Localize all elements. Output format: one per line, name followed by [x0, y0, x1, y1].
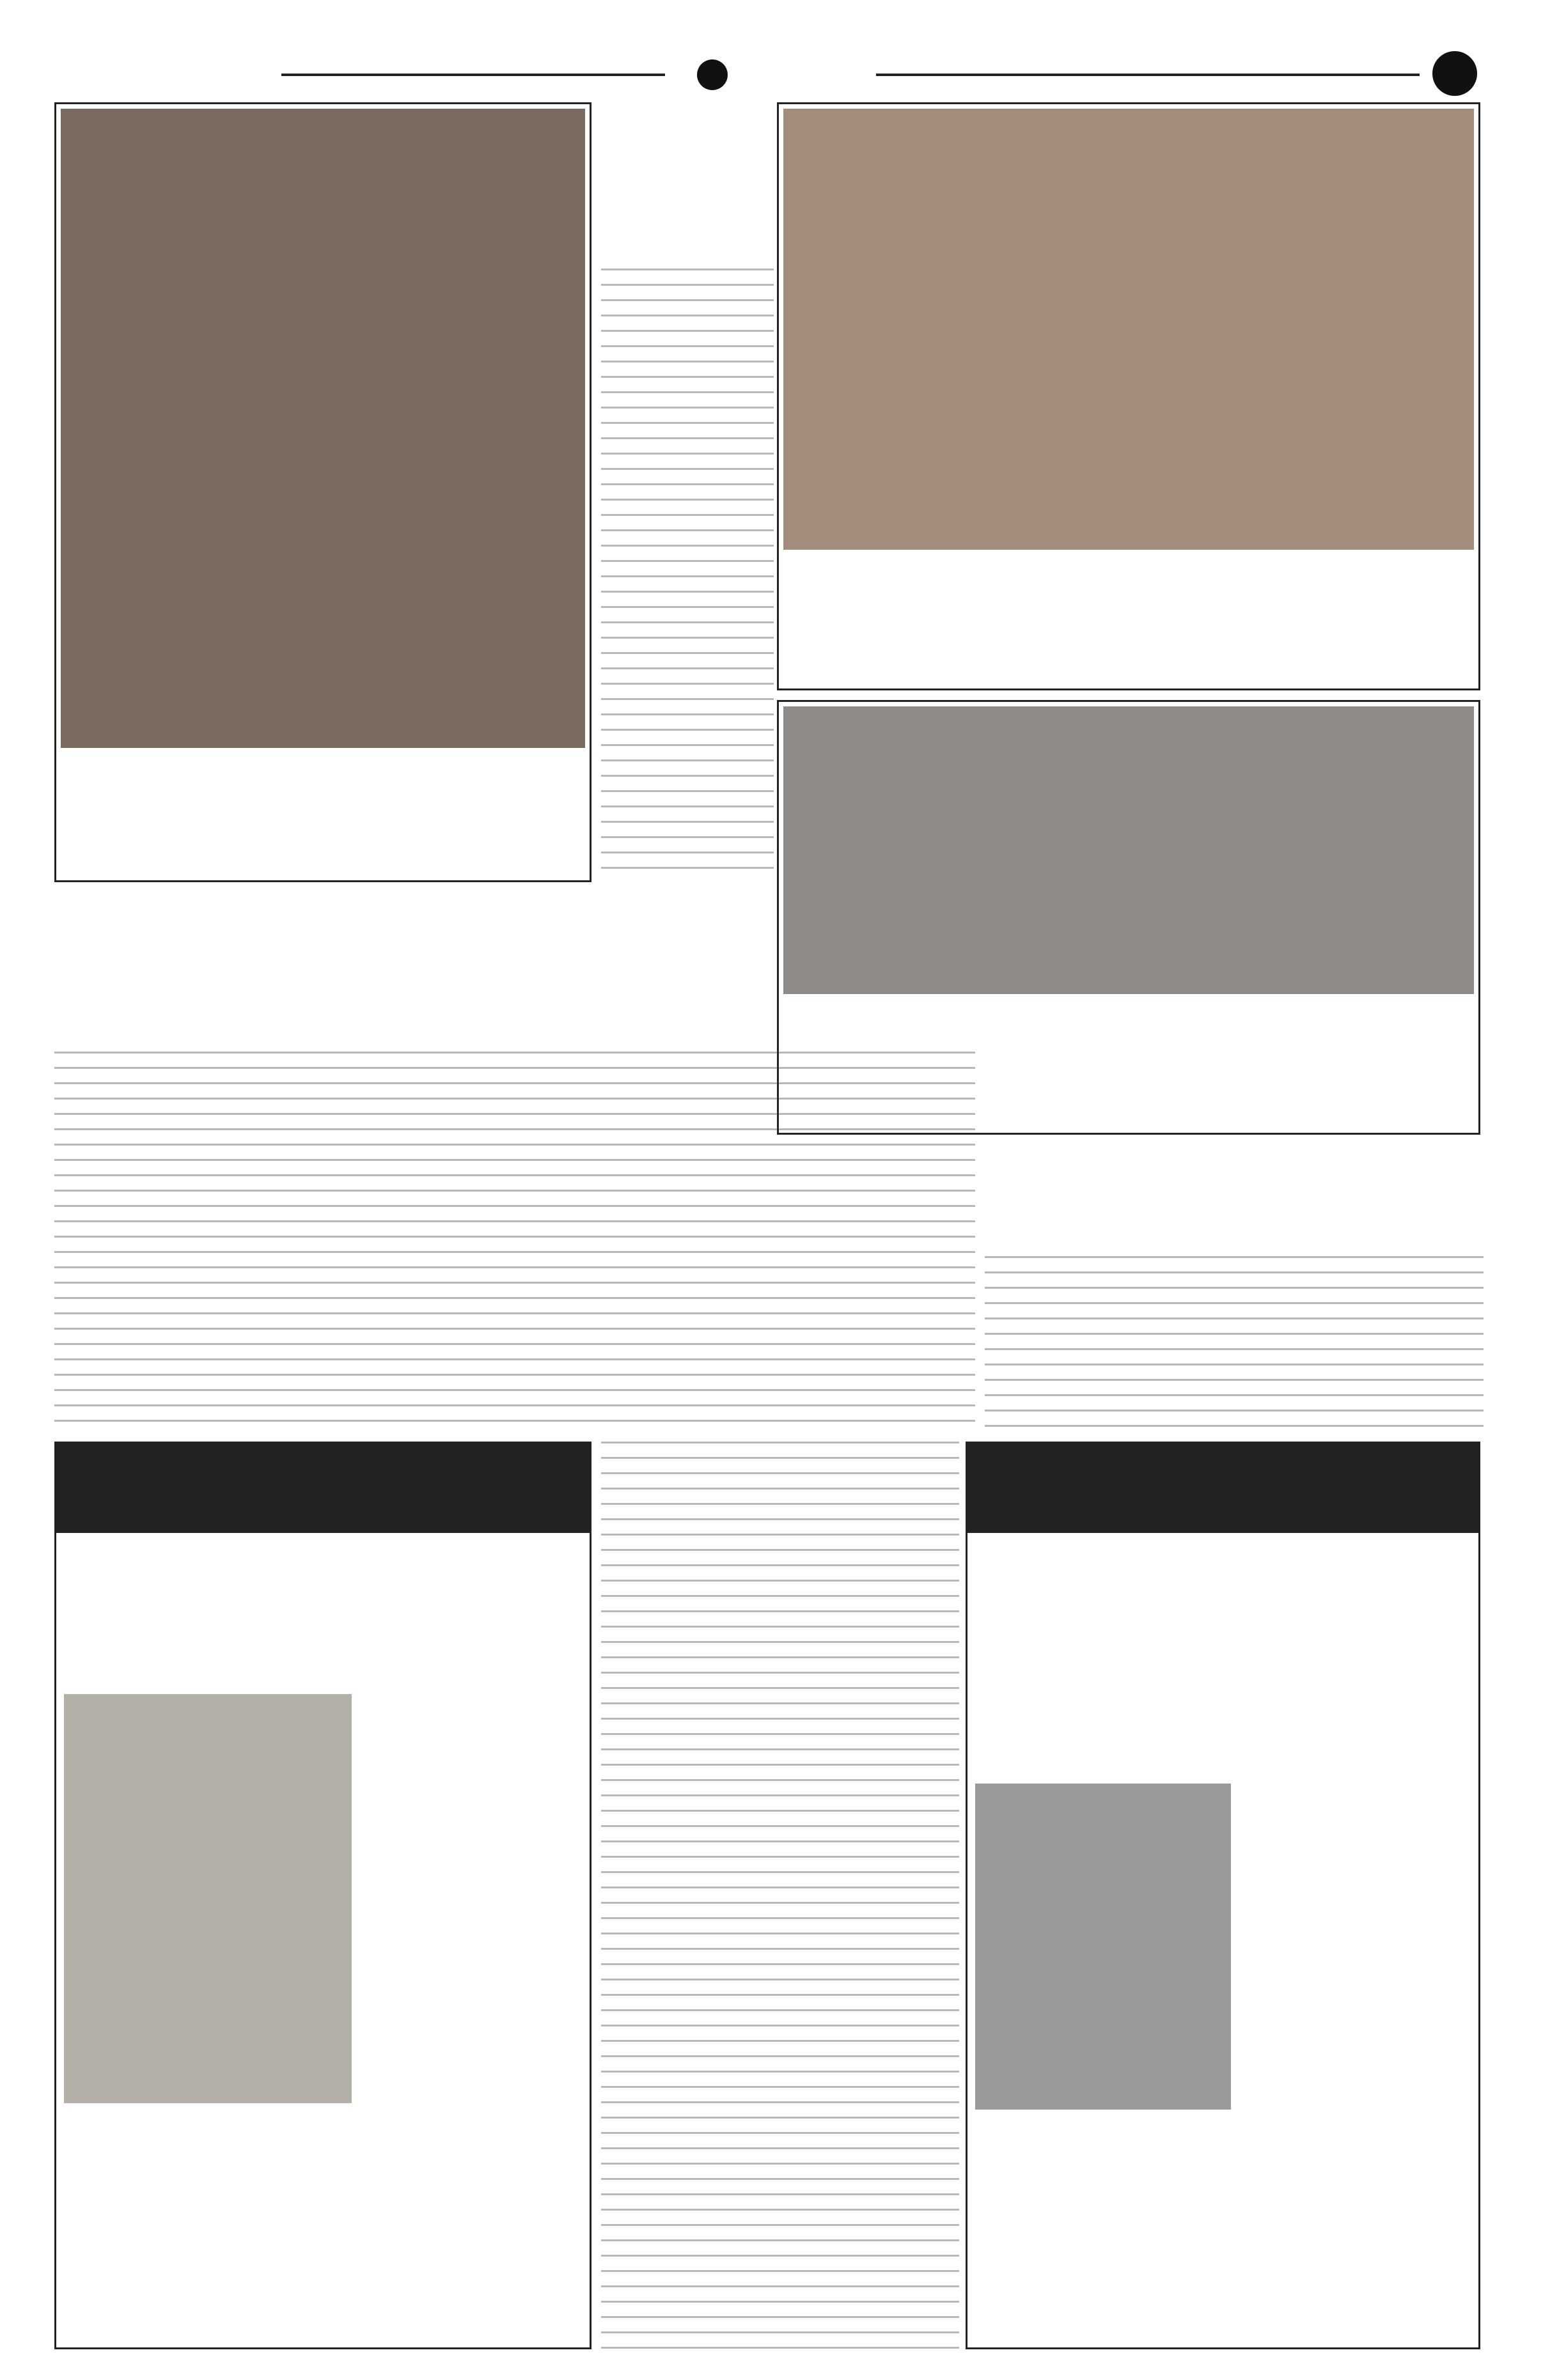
top-right-photo-caption [790, 556, 1468, 684]
memorial-name-left [64, 1560, 582, 1605]
main-story-headline [54, 933, 771, 1004]
memorial-text-right [1244, 1688, 1471, 2174]
event-stage-photo [783, 706, 1474, 994]
top-middle-kicker [601, 105, 774, 131]
lower-middle-column-text [601, 1442, 959, 2349]
memorial-footer-2-left [64, 2282, 582, 2321]
memorial-date-right [975, 1611, 1471, 1649]
memorial-portrait-right [975, 1784, 1231, 2110]
right-story-headline [985, 1179, 1484, 1250]
memorial-footer-1-right [975, 2237, 1471, 2276]
memorial-header-right [975, 1464, 1471, 1515]
right-story-body [985, 1256, 1484, 1435]
main-story-kicker [54, 898, 771, 930]
top-middle-byline [601, 237, 774, 262]
memorial-header-left [64, 1464, 582, 1515]
masthead-date [47, 54, 316, 93]
memorial-footer-1-left [64, 2237, 582, 2276]
main-story-deck [54, 1007, 771, 1045]
masthead-title [735, 54, 876, 93]
medical-camp-photo [783, 109, 1474, 550]
memorial-footer-2-right [975, 2282, 1471, 2321]
funeral-photo [61, 109, 585, 748]
top-middle-headline [601, 134, 774, 230]
top-left-photo-caption [67, 758, 579, 873]
memorial-text-left [364, 1688, 582, 2148]
memorial-name-right [975, 1560, 1471, 1605]
masthead-rule-right [876, 74, 1420, 76]
main-story-body [54, 1052, 975, 1435]
masthead-logo-icon [697, 59, 728, 90]
right-story-kicker [985, 1138, 1484, 1176]
memorial-portrait-left [64, 1694, 352, 2103]
page-number-badge [1432, 51, 1477, 96]
masthead-rule-left [281, 74, 665, 76]
top-middle-body [601, 268, 774, 882]
memorial-date-left [64, 1611, 582, 1649]
